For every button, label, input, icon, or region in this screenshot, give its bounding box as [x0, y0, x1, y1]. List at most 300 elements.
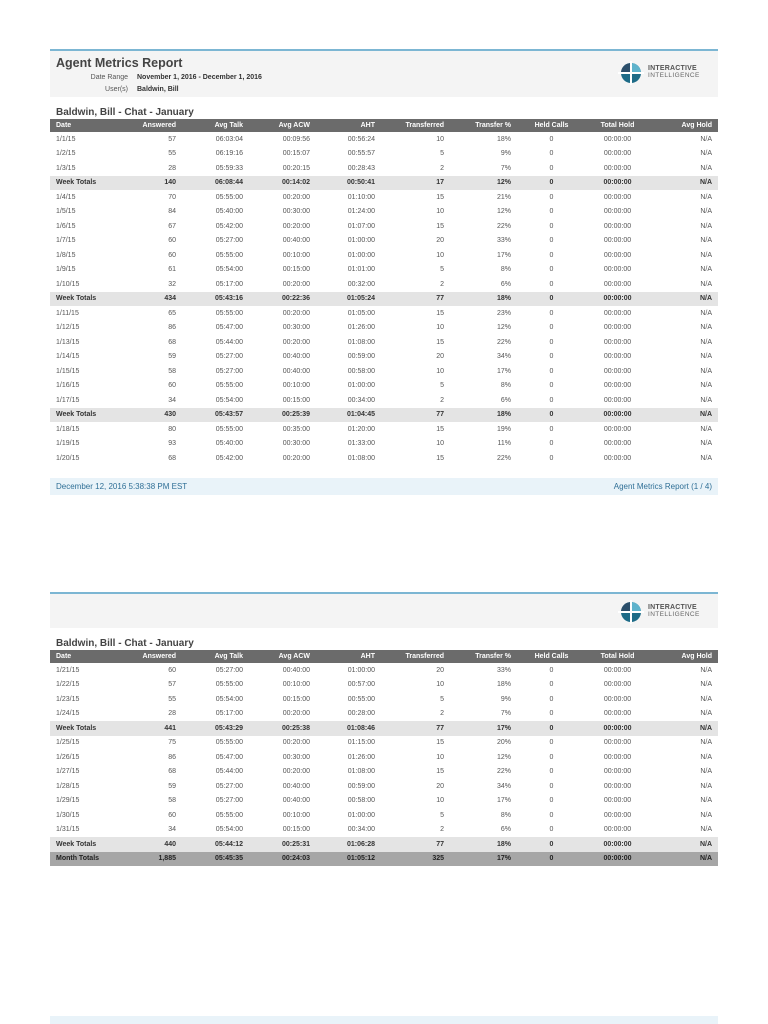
cell-transferred: 20 [436, 237, 444, 245]
cell-answered: 32 [168, 280, 176, 288]
cell-date: 1/3/15 [56, 164, 76, 172]
cell-transferred: 15 [436, 425, 444, 433]
cell-avg-acw: 00:20:00 [282, 338, 310, 346]
cell-answered: 28 [168, 164, 176, 172]
report-title: Agent Metrics Report [56, 56, 183, 70]
cell-answered: 55 [168, 695, 176, 703]
cell-date: 1/8/15 [56, 251, 76, 259]
cell-transfer-pct: 9% [500, 150, 511, 158]
cell-total-hold: 00:00:00 [603, 440, 632, 448]
column-header-aht: AHT [316, 650, 381, 663]
cell-answered: 68 [168, 768, 176, 776]
cell-answered: 86 [168, 753, 176, 761]
cell-total-hold: 00:00:00 [603, 425, 632, 433]
cell-aht: 01:00:00 [347, 237, 375, 245]
column-header-transfer-pct: Transfer % [450, 119, 517, 132]
table-row [50, 765, 718, 780]
cell-date: 1/13/15 [56, 338, 80, 346]
cell-held-calls: 0 [549, 353, 554, 361]
cell-transfer-pct: 18% [496, 681, 511, 689]
cell-avg-talk: 05:44:00 [215, 338, 243, 346]
week-totals-row [50, 837, 718, 852]
cell-date: 1/15/15 [56, 367, 80, 375]
cell-avg-hold: N/A [700, 208, 712, 216]
table-row [50, 335, 718, 350]
cell-avg-hold: N/A [700, 150, 712, 158]
cell-date: 1/7/15 [56, 237, 76, 245]
cell-total-hold: 00:00:00 [603, 454, 632, 462]
cell-held-calls: 0 [549, 309, 554, 317]
cell-avg-talk: 05:47:00 [215, 324, 243, 332]
cell-answered: 93 [168, 440, 176, 448]
cell-avg-acw: 00:40:00 [282, 797, 310, 805]
cell-aht: 00:28:00 [347, 710, 375, 718]
cell-total-hold: 00:00:00 [603, 208, 632, 216]
cell-answered: 60 [168, 382, 176, 390]
cell-date: 1/5/15 [56, 208, 76, 216]
cell-avg-acw: 00:10:00 [282, 382, 310, 390]
cell-transfer-pct: 18% [450, 408, 517, 423]
cell-avg-hold: N/A [700, 768, 712, 776]
cell-transferred: 5 [440, 266, 444, 274]
cell-transferred: 77 [381, 292, 450, 307]
cell-answered: 86 [168, 324, 176, 332]
cell-avg-hold: N/A [700, 309, 712, 317]
cell-transfer-pct: 8% [500, 382, 511, 390]
cell-total-hold: 00:00:00 [586, 408, 649, 423]
column-header-date: Date [50, 119, 120, 132]
users-row [56, 86, 179, 93]
cell-answered: 84 [168, 208, 176, 216]
cell-avg-talk: 05:44:12 [182, 837, 249, 852]
cell-avg-hold: N/A [700, 382, 712, 390]
cell-avg-talk: 05:44:00 [215, 768, 243, 776]
table-row [50, 808, 718, 823]
cell-held-calls: 0 [549, 222, 554, 230]
cell-answered: 34 [168, 826, 176, 834]
cell-avg-talk: 05:55:00 [215, 425, 243, 433]
cell-aht: 00:32:00 [347, 280, 375, 288]
cell-held-calls: 0 [549, 251, 554, 259]
cell-avg-acw: 00:40:00 [282, 666, 310, 674]
cell-avg-talk: 05:59:33 [215, 164, 243, 172]
cell-aht: 00:34:00 [347, 826, 375, 834]
cell-transfer-pct: 22% [496, 454, 511, 462]
cell-date: 1/17/15 [56, 396, 80, 404]
table-row [50, 248, 718, 263]
cell-avg-talk: 05:27:00 [215, 782, 243, 790]
cell-avg-hold: N/A [700, 797, 712, 805]
company-logo [618, 60, 712, 86]
cell-avg-acw: 00:15:00 [282, 826, 310, 834]
cell-avg-talk: 05:43:16 [182, 292, 249, 307]
table-body [50, 663, 718, 866]
cell-transfer-pct: 21% [496, 193, 511, 201]
cell-avg-talk: 05:27:00 [215, 353, 243, 361]
cell-transferred: 2 [440, 396, 444, 404]
report-page-1 [50, 49, 718, 495]
cell-transfer-pct: 6% [500, 826, 511, 834]
cell-answered: 28 [168, 710, 176, 718]
cell-held-calls: 0 [549, 681, 554, 689]
cell-held-calls: 0 [549, 367, 554, 375]
cell-answered: 430 [120, 408, 182, 423]
cell-aht: 01:08:00 [347, 768, 375, 776]
cell-avg-acw: 00:15:07 [282, 150, 310, 158]
table-row [50, 794, 718, 809]
cell-total-hold: 00:00:00 [603, 382, 632, 390]
cell-date: 1/6/15 [56, 222, 76, 230]
cell-avg-acw: 00:24:03 [249, 852, 316, 867]
cell-aht: 01:24:00 [347, 208, 375, 216]
cell-aht: 00:50:41 [316, 176, 381, 191]
table-row [50, 161, 718, 176]
cell-avg-acw: 00:40:00 [282, 237, 310, 245]
table-row [50, 263, 718, 278]
column-header-aht: AHT [316, 119, 381, 132]
cell-avg-acw: 00:25:38 [249, 721, 316, 736]
cell-avg-acw: 00:20:15 [282, 164, 310, 172]
logo-text-line1: INTERACTIVE [648, 604, 697, 611]
cell-held-calls: 0 [549, 454, 554, 462]
table-row [50, 707, 718, 722]
table-row [50, 219, 718, 234]
page-footer [50, 478, 718, 495]
cell-aht: 00:58:00 [347, 367, 375, 375]
cell-total-hold: 00:00:00 [586, 721, 649, 736]
column-header-answered: Answered [120, 650, 182, 663]
cell-transferred: 15 [436, 768, 444, 776]
cell-transferred: 325 [381, 852, 450, 867]
logo-text-line2: INTELLIGENCE [648, 72, 700, 79]
cell-answered: 58 [168, 797, 176, 805]
cell-avg-acw: 00:30:00 [282, 208, 310, 216]
cell-held-calls: 0 [549, 782, 554, 790]
cell-avg-talk: 05:27:00 [215, 797, 243, 805]
cell-avg-acw: 00:25:31 [249, 837, 316, 852]
cell-date: 1/19/15 [56, 440, 80, 448]
cell-aht: 00:55:57 [347, 150, 375, 158]
cell-avg-hold: N/A [700, 782, 712, 790]
cell-held-calls: 0 [549, 440, 554, 448]
cell-aht: 00:57:00 [347, 681, 375, 689]
cell-aht: 01:00:00 [347, 382, 375, 390]
cell-transferred: 5 [440, 382, 444, 390]
week-totals-row [50, 408, 718, 423]
cell-held-calls: 0 [549, 135, 554, 143]
cell-transferred: 20 [436, 666, 444, 674]
cell-transferred: 10 [436, 208, 444, 216]
cell-total-hold: 00:00:00 [603, 811, 632, 819]
cell-avg-acw: 00:20:00 [282, 768, 310, 776]
cell-date: 1/22/15 [56, 681, 80, 689]
cell-held-calls: 0 [549, 739, 554, 747]
cell-total-hold: 00:00:00 [603, 367, 632, 375]
cell-total-hold: 00:00:00 [603, 193, 632, 201]
cell-avg-hold: N/A [700, 695, 712, 703]
cell-date: 1/31/15 [56, 826, 80, 834]
cell-avg-acw: 00:09:56 [282, 135, 310, 143]
cell-held-calls: 0 [549, 164, 554, 172]
column-header-transferred: Transferred [381, 119, 450, 132]
cell-total-hold: 00:00:00 [603, 797, 632, 805]
cell-answered: 441 [120, 721, 182, 736]
cell-avg-acw: 00:30:00 [282, 440, 310, 448]
cell-aht: 01:00:00 [347, 666, 375, 674]
cell-held-calls: 0 [549, 382, 554, 390]
cell-answered: 60 [168, 251, 176, 259]
cell-aht: 00:34:00 [347, 396, 375, 404]
cell-aht: 01:08:46 [316, 721, 381, 736]
cell-avg-hold: N/A [700, 753, 712, 761]
cell-date: 1/25/15 [56, 739, 80, 747]
cell-date: 1/9/15 [56, 266, 76, 274]
cell-total-hold: 00:00:00 [603, 150, 632, 158]
cell-avg-talk: 05:55:00 [215, 681, 243, 689]
cell-avg-talk: 05:27:00 [215, 367, 243, 375]
cell-date: Month Totals [50, 852, 120, 867]
cell-transfer-pct: 7% [500, 164, 511, 172]
cell-transfer-pct: 17% [450, 852, 517, 867]
cell-avg-hold: N/A [700, 811, 712, 819]
cell-total-hold: 00:00:00 [586, 292, 649, 307]
cell-avg-talk: 05:54:00 [215, 266, 243, 274]
cell-aht: 01:05:12 [316, 852, 381, 867]
cell-date: Week Totals [50, 721, 120, 736]
cell-answered: 58 [168, 367, 176, 375]
column-header-total-hold: Total Hold [586, 650, 649, 663]
cell-transferred: 2 [440, 164, 444, 172]
cell-transferred: 20 [436, 782, 444, 790]
cell-total-hold: 00:00:00 [603, 222, 632, 230]
cell-avg-acw: 00:25:39 [249, 408, 316, 423]
table-row [50, 750, 718, 765]
cell-avg-acw: 00:10:00 [282, 811, 310, 819]
cell-transfer-pct: 22% [496, 222, 511, 230]
cell-avg-talk: 05:27:00 [215, 237, 243, 245]
cell-transferred: 15 [436, 222, 444, 230]
cell-answered: 440 [120, 837, 182, 852]
cell-total-hold: 00:00:00 [603, 710, 632, 718]
cell-avg-talk: 05:47:00 [215, 753, 243, 761]
cell-total-hold: 00:00:00 [603, 324, 632, 332]
column-header-avg-hold: Avg Hold [649, 119, 718, 132]
cell-held-calls: 0 [549, 150, 554, 158]
cell-date: 1/4/15 [56, 193, 76, 201]
cell-avg-acw: 00:22:36 [249, 292, 316, 307]
table-row [50, 678, 718, 693]
table-header-row [50, 650, 718, 663]
cell-date: Week Totals [50, 176, 120, 191]
cell-transfer-pct: 33% [496, 666, 511, 674]
cell-avg-acw: 00:20:00 [282, 710, 310, 718]
week-totals-row [50, 292, 718, 307]
cell-total-hold: 00:00:00 [603, 396, 632, 404]
cell-date: Week Totals [50, 408, 120, 423]
cell-transferred: 5 [440, 150, 444, 158]
cell-held-calls: 0 [517, 176, 586, 191]
cell-total-hold: 00:00:00 [603, 782, 632, 790]
column-header-avg-acw: Avg ACW [249, 650, 316, 663]
cell-avg-talk: 05:55:00 [215, 193, 243, 201]
table-row [50, 364, 718, 379]
table-row [50, 205, 718, 220]
table-row [50, 393, 718, 408]
metrics-table [50, 650, 718, 866]
cell-avg-acw: 00:40:00 [282, 367, 310, 375]
week-totals-row [50, 721, 718, 736]
cell-aht: 01:04:45 [316, 408, 381, 423]
cell-transfer-pct: 11% [497, 440, 511, 448]
cell-aht: 00:58:00 [347, 797, 375, 805]
footer-page-number: Agent Metrics Report (1 / 4) [613, 481, 712, 491]
table-row [50, 779, 718, 794]
cell-avg-hold: N/A [700, 826, 712, 834]
cell-held-calls: 0 [549, 208, 554, 216]
cell-avg-talk: 05:55:00 [215, 309, 243, 317]
cell-answered: 60 [168, 237, 176, 245]
cell-transferred: 10 [436, 797, 444, 805]
logo-mark-icon [618, 61, 644, 85]
cell-avg-hold: N/A [700, 266, 712, 274]
cell-avg-hold: N/A [700, 353, 712, 361]
cell-avg-hold: N/A [700, 324, 712, 332]
cell-avg-hold: N/A [700, 193, 712, 201]
cell-transfer-pct: 22% [496, 338, 511, 346]
cell-answered: 59 [168, 782, 176, 790]
cell-transfer-pct: 22% [496, 768, 511, 776]
cell-answered: 57 [168, 135, 176, 143]
cell-aht: 01:26:00 [347, 753, 375, 761]
cell-transferred: 77 [381, 837, 450, 852]
cell-date: Week Totals [50, 837, 120, 852]
table-row [50, 147, 718, 162]
cell-aht: 00:59:00 [347, 353, 375, 361]
cell-date: 1/23/15 [56, 695, 80, 703]
logo-text-line2: INTELLIGENCE [648, 611, 700, 618]
cell-transferred: 15 [436, 739, 444, 747]
cell-aht: 01:05:24 [316, 292, 381, 307]
cell-transferred: 10 [436, 681, 444, 689]
cell-avg-talk: 05:40:00 [215, 208, 243, 216]
cell-aht: 01:00:00 [347, 811, 375, 819]
cell-avg-hold: N/A [700, 237, 712, 245]
cell-avg-hold: N/A [700, 681, 712, 689]
table-header-row [50, 119, 718, 132]
cell-avg-hold: N/A [649, 837, 718, 852]
cell-avg-hold: N/A [649, 176, 718, 191]
cell-total-hold: 00:00:00 [603, 309, 632, 317]
cell-total-hold: 00:00:00 [586, 837, 649, 852]
cell-avg-talk: 05:42:00 [215, 454, 243, 462]
cell-avg-hold: N/A [700, 454, 712, 462]
logo-text-line1: INTERACTIVE [648, 65, 697, 72]
cell-held-calls: 0 [549, 811, 554, 819]
cell-transferred: 10 [436, 251, 444, 259]
cell-transferred: 2 [440, 710, 444, 718]
cell-aht: 00:28:43 [347, 164, 375, 172]
cell-date: 1/16/15 [56, 382, 80, 390]
company-logo [618, 599, 712, 625]
cell-avg-talk: 05:55:00 [215, 739, 243, 747]
cell-avg-talk: 05:27:00 [215, 666, 243, 674]
cell-transfer-pct: 23% [496, 309, 511, 317]
cell-held-calls: 0 [549, 666, 554, 674]
column-header-total-hold: Total Hold [586, 119, 649, 132]
table-row [50, 823, 718, 838]
cell-date: 1/26/15 [56, 753, 80, 761]
cell-avg-acw: 00:40:00 [282, 782, 310, 790]
cell-transfer-pct: 17% [496, 251, 511, 259]
report-header [50, 49, 718, 97]
cell-transfer-pct: 34% [496, 353, 511, 361]
cell-transferred: 5 [440, 695, 444, 703]
cell-date: 1/18/15 [56, 425, 80, 433]
cell-answered: 434 [120, 292, 182, 307]
cell-total-hold: 00:00:00 [603, 753, 632, 761]
cell-avg-hold: N/A [700, 338, 712, 346]
cell-avg-hold: N/A [700, 251, 712, 259]
column-header-avg-talk: Avg Talk [182, 650, 249, 663]
cell-avg-hold: N/A [700, 222, 712, 230]
cell-transfer-pct: 8% [500, 266, 511, 274]
cell-transfer-pct: 12% [450, 176, 517, 191]
cell-date: 1/28/15 [56, 782, 80, 790]
cell-answered: 59 [168, 353, 176, 361]
cell-avg-acw: 00:20:00 [282, 739, 310, 747]
cell-total-hold: 00:00:00 [603, 266, 632, 274]
cell-transferred: 20 [436, 353, 444, 361]
cell-held-calls: 0 [549, 266, 554, 274]
cell-avg-acw: 00:10:00 [282, 681, 310, 689]
cell-date: 1/24/15 [56, 710, 80, 718]
cell-held-calls: 0 [549, 425, 554, 433]
cell-transferred: 2 [440, 826, 444, 834]
report-header [50, 592, 718, 628]
cell-total-hold: 00:00:00 [603, 666, 632, 674]
cell-transferred: 10 [436, 135, 444, 143]
cell-held-calls: 0 [549, 710, 554, 718]
cell-aht: 01:07:00 [347, 222, 375, 230]
cell-avg-talk: 05:55:00 [215, 251, 243, 259]
cell-date: 1/14/15 [56, 353, 80, 361]
date-range-value: November 1, 2016 - December 1, 2016 [137, 74, 262, 81]
cell-held-calls: 0 [517, 721, 586, 736]
cell-avg-acw: 00:15:00 [282, 396, 310, 404]
cell-transfer-pct: 8% [500, 811, 511, 819]
cell-answered: 140 [120, 176, 182, 191]
report-page-2 [50, 592, 718, 866]
page-3-top-strip [50, 1016, 718, 1024]
cell-transferred: 15 [436, 309, 444, 317]
cell-date: 1/10/15 [56, 280, 80, 288]
cell-aht: 01:26:00 [347, 324, 375, 332]
cell-answered: 80 [168, 425, 176, 433]
column-header-held-calls: Held Calls [517, 119, 586, 132]
cell-avg-hold: N/A [649, 408, 718, 423]
cell-answered: 68 [168, 454, 176, 462]
cell-aht: 00:56:24 [347, 135, 375, 143]
cell-aht: 01:00:00 [347, 251, 375, 259]
cell-total-hold: 00:00:00 [586, 852, 649, 867]
table-row [50, 132, 718, 147]
cell-transfer-pct: 19% [496, 425, 511, 433]
cell-avg-hold: N/A [700, 666, 712, 674]
cell-avg-hold: N/A [700, 135, 712, 143]
cell-date: 1/12/15 [56, 324, 80, 332]
cell-held-calls: 0 [549, 396, 554, 404]
cell-avg-acw: 00:15:00 [282, 266, 310, 274]
